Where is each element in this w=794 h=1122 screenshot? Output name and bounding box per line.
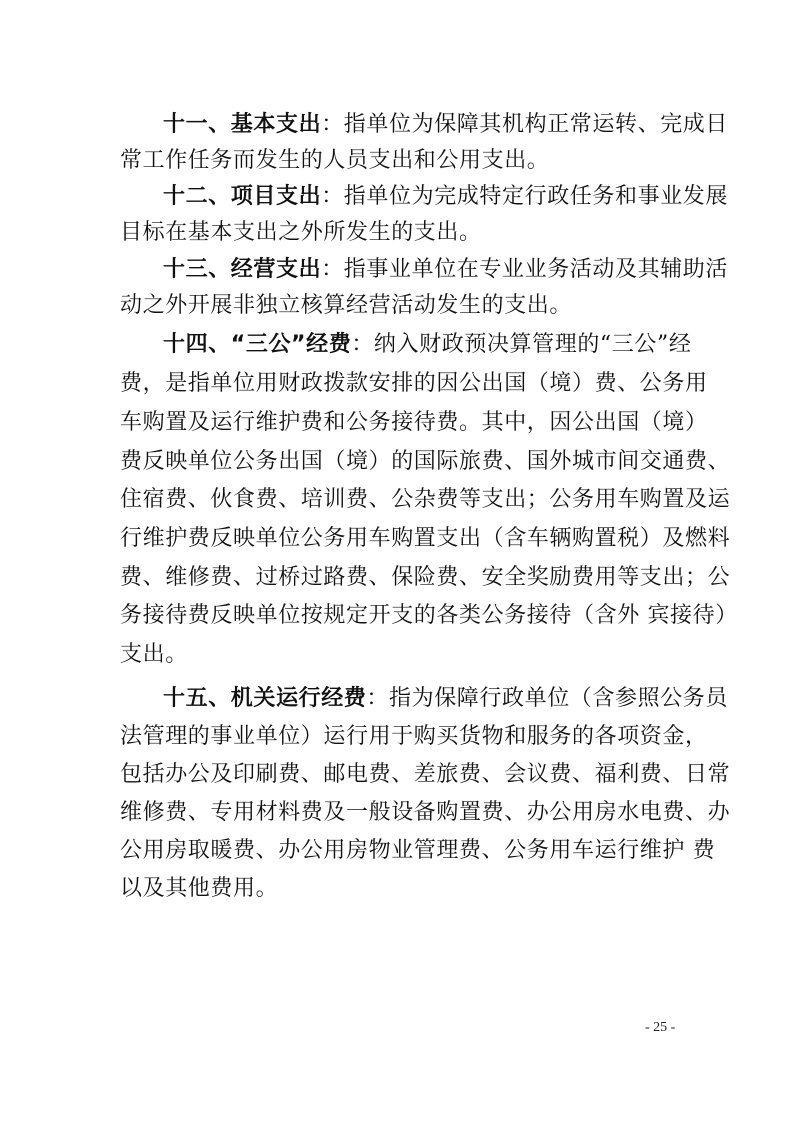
section-14-line-5: 住宿费、伙食费、培训费、公杂费等支出；公务用车购置及运 <box>120 487 731 512</box>
section-13-term: 十三、经营支出 <box>163 257 322 282</box>
section-11-term: 十一、基本支出 <box>163 112 322 137</box>
section-13-text-1: ：指事业单位在专业业务活动及其辅助活 <box>321 257 729 282</box>
section-13-line-2: 动之外开展非独立核算经营活动发生的支出。 <box>120 293 573 318</box>
section-11-line-1 <box>163 110 728 140</box>
section-15-line-5: 公用房取暖费、办公用房物业管理费、公务用车运行维护 费 <box>120 838 716 863</box>
section-14-line-2: 费，是指单位用财政拨款安排的因公出国（境）费、公务用 <box>120 371 708 396</box>
section-12-line-2: 目标在基本支出之外所发生的支出。 <box>120 220 482 245</box>
section-15-line-2: 法管理的事业单位）运行用于购买货物和服务的各项资金， <box>120 724 708 749</box>
section-15-line-4: 维修费、专用材料费及一般设备购置费、办公用房水电费、办 <box>120 800 731 825</box>
section-14-line-6: 行维护费反映单位公务用车购置支出（含车辆购置税）及燃料 <box>120 526 731 551</box>
section-14-line-4: 费反映单位公务出国（境）的国际旅费、国外城市间交通费、 <box>120 449 731 474</box>
section-12-term: 十二、项目支出 <box>163 184 322 209</box>
section-14-line-9: 支出。 <box>120 642 188 667</box>
section-14-term: 十四、“三公”经费 <box>163 332 352 357</box>
section-15-line-3: 包括办公及印刷费、邮电费、差旅费、会议费、福利费、日常 <box>120 762 731 787</box>
section-14-line-8: 务接待费反映单位按规定开支的各类公务接待（含外 宾接待） <box>120 603 738 628</box>
section-11-line-2: 常工作任务而发生的人员支出和公用支出。 <box>120 148 550 173</box>
section-12-text-1: ：指单位为完成特定行政任务和事业发展 <box>321 184 729 209</box>
section-15-text-1: ：指为保障行政单位（含参照公务员 <box>366 686 729 711</box>
section-14-text-1: ：纳入财政预决算管理的“三公”经 <box>351 332 692 357</box>
section-12-line-1 <box>163 182 728 212</box>
section-11-text-1: ：指单位为保障其机构正常运转、完成日 <box>321 112 729 137</box>
section-14-line-1 <box>163 330 691 360</box>
section-15-term: 十五、机关运行经费 <box>163 686 367 711</box>
section-14-line-3: 车购置及运行维护费和公务接待费。其中，因公出国（境） <box>120 410 708 435</box>
section-15-line-1 <box>163 684 728 714</box>
section-15-line-6: 以及其他费用。 <box>120 876 279 901</box>
section-14-line-7: 费、维修费、过桥过路费、保险费、安全奖励费用等支出；公 <box>120 565 731 590</box>
page-number: - 25 - <box>645 1020 676 1035</box>
section-13-line-1 <box>163 255 728 285</box>
